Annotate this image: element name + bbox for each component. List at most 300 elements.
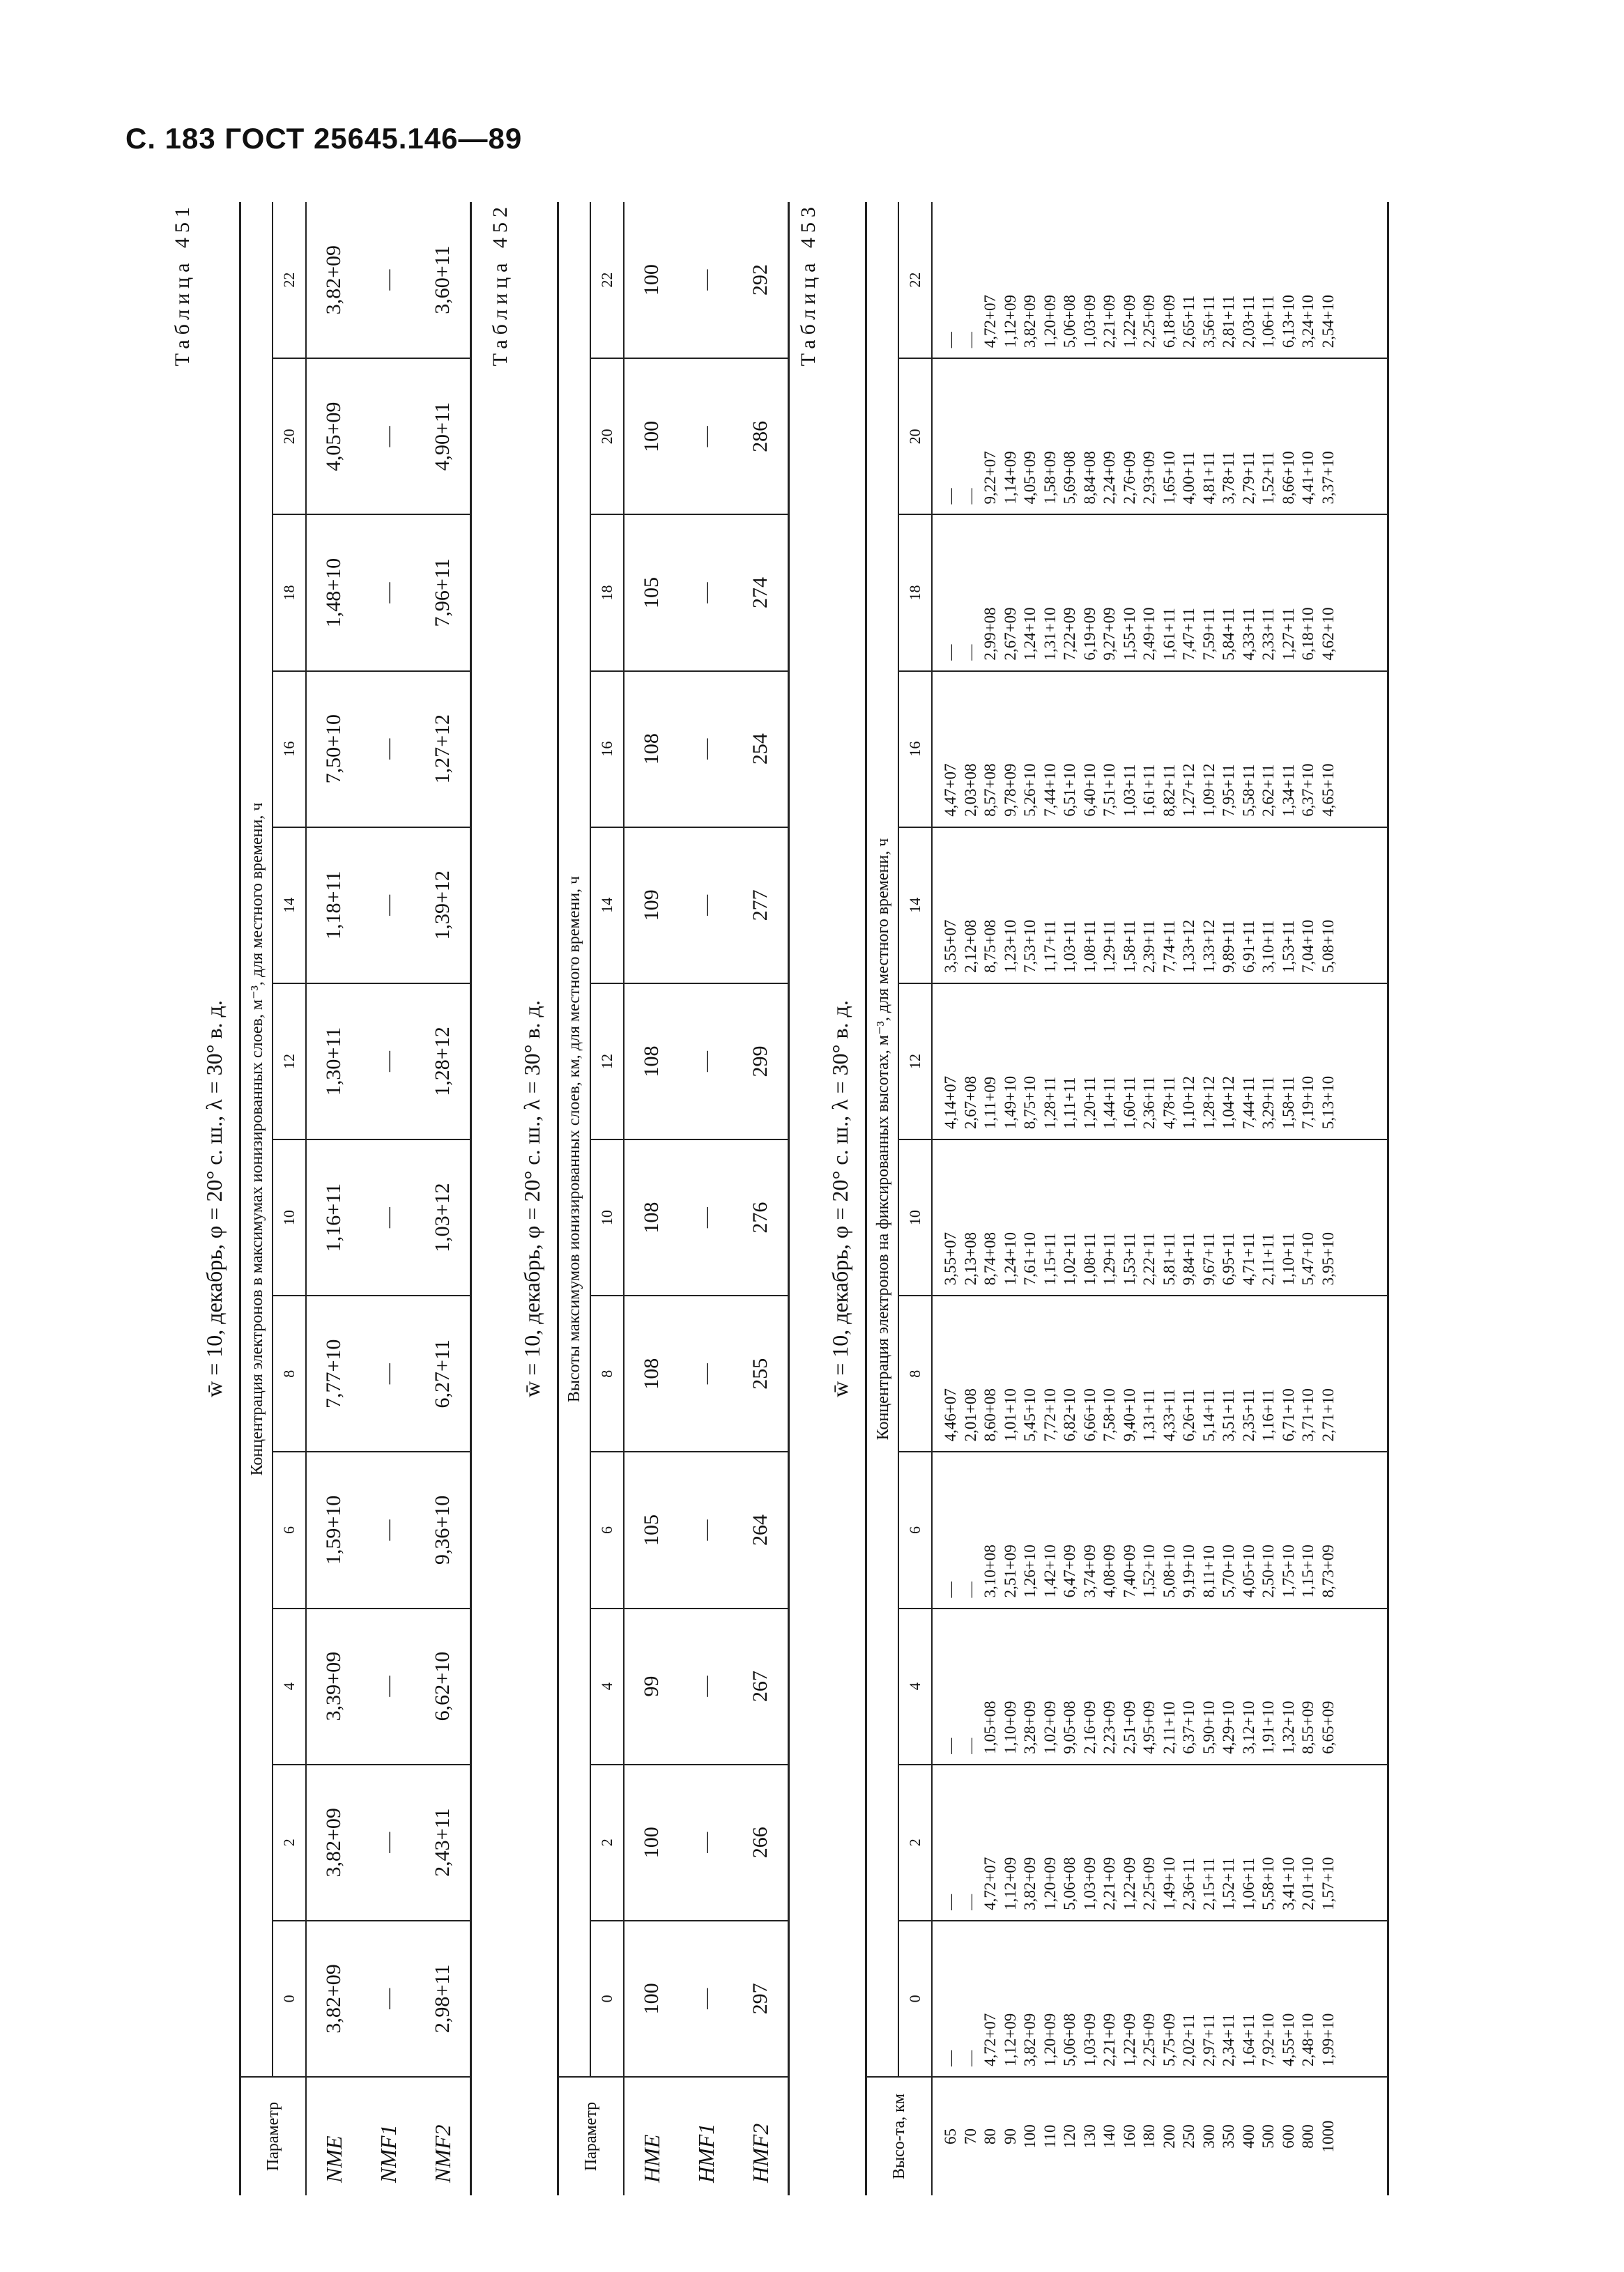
value-cell: 4,33+11 bbox=[1239, 608, 1257, 661]
value-cell: 1,08+11 bbox=[1080, 1232, 1098, 1286]
value-cell: 5,90+10 bbox=[1200, 1701, 1218, 1754]
value-cell: 267 bbox=[733, 1609, 789, 1765]
altitude-value: 90 bbox=[1001, 2128, 1019, 2144]
value-cell: 7,58+10 bbox=[1101, 1388, 1118, 1442]
value-cell: 4,41+10 bbox=[1299, 451, 1317, 505]
value-cell: 4,05+09 bbox=[306, 358, 361, 514]
value-cell: 1,15+11 bbox=[1041, 1232, 1059, 1286]
value-cell: 3,51+11 bbox=[1220, 1389, 1237, 1442]
value-cell: 9,40+10 bbox=[1120, 1388, 1138, 1442]
value-cell: 6,37+10 bbox=[1180, 1701, 1197, 1754]
value-cell: 1,16+11 bbox=[1259, 1389, 1277, 1442]
value-cell: 3,74+09 bbox=[1080, 1544, 1098, 1598]
value-cell: 255 bbox=[733, 1296, 789, 1452]
value-cell: 1,32+10 bbox=[1279, 1701, 1297, 1754]
value-cell: 277 bbox=[733, 827, 789, 983]
value-cell: 9,89+11 bbox=[1220, 920, 1237, 973]
hour-header: 6 bbox=[898, 1452, 932, 1608]
value-cell: 108 bbox=[624, 1296, 679, 1452]
value-cell: 1,15+10 bbox=[1299, 1544, 1317, 1598]
altitude-column bbox=[932, 2077, 1388, 2195]
value-cell: 7,22+09 bbox=[1061, 607, 1078, 661]
value-cell: 4,08+09 bbox=[1101, 1544, 1118, 1598]
value-cell: — bbox=[942, 644, 959, 661]
row-parameter: NMF2 bbox=[415, 2077, 471, 2195]
value-cell: 1,52+11 bbox=[1259, 452, 1277, 505]
value-cell: 1,99+10 bbox=[1319, 2013, 1337, 2066]
value-cell: 9,27+09 bbox=[1101, 607, 1118, 661]
value-cell: 1,12+09 bbox=[1001, 2013, 1019, 2066]
value-cell: — bbox=[679, 827, 733, 983]
value-cell: 2,25+09 bbox=[1140, 2013, 1158, 2066]
hour-header: 2 bbox=[898, 1765, 932, 1921]
value-cell: 1,03+12 bbox=[415, 1139, 471, 1296]
value-cell: — bbox=[961, 332, 979, 348]
value-cell: — bbox=[942, 488, 959, 505]
value-cell: 2,76+09 bbox=[1120, 451, 1138, 505]
table-body bbox=[624, 202, 789, 2195]
value-cell: 3,24+10 bbox=[1299, 295, 1317, 348]
value-cell: 2,79+11 bbox=[1239, 452, 1257, 505]
value-cell: — bbox=[961, 1894, 979, 1910]
value-cell: 1,06+11 bbox=[1259, 295, 1277, 348]
hour-header: 4 bbox=[898, 1609, 932, 1765]
value-cell: 100 bbox=[624, 1765, 679, 1921]
hour-header: 14 bbox=[590, 827, 624, 983]
value-cell: 7,53+10 bbox=[1021, 919, 1039, 973]
value-cell: 108 bbox=[624, 1139, 679, 1296]
value-cell: 1,33+12 bbox=[1180, 919, 1197, 973]
table-453-title: w̄ = 10, декабрь, φ = 20° с. ш., λ = 30° в. д. bbox=[827, 1000, 852, 1397]
value-cell: — bbox=[679, 1296, 733, 1452]
table-caption: Высоты максимумов ионизированных слоев, км, для местного времени, ч bbox=[558, 202, 591, 2077]
value-cell: 6,37+10 bbox=[1299, 763, 1317, 817]
value-cell: 3,82+09 bbox=[306, 1765, 361, 1921]
value-cell: 1,31+10 bbox=[1041, 607, 1059, 661]
value-cell: — bbox=[361, 1609, 415, 1765]
value-cell: 2,36+11 bbox=[1140, 1076, 1158, 1130]
value-cell: — bbox=[679, 514, 733, 670]
value-cell: 2,65+11 bbox=[1180, 295, 1197, 348]
value-cell: 4,55+10 bbox=[1279, 2013, 1297, 2066]
hour-header: 20 bbox=[590, 358, 624, 514]
value-cell: 1,10+12 bbox=[1180, 1075, 1197, 1130]
value-cell: — bbox=[942, 1737, 959, 1754]
table-451-title: w̄ = 10, декабрь, φ = 20° с. ш., λ = 30° в. д. bbox=[201, 1000, 227, 1397]
value-cell: 8,55+09 bbox=[1299, 1701, 1317, 1754]
table-row bbox=[361, 202, 415, 2195]
table-452-label: Таблица 452 bbox=[489, 202, 512, 367]
value-cell: 7,47+11 bbox=[1180, 608, 1197, 661]
hour-header: 0 bbox=[898, 1921, 932, 2077]
value-cell: 6,27+11 bbox=[415, 1296, 471, 1452]
value-cell: 4,46+07 bbox=[942, 1388, 959, 1442]
value-cell: 1,27+12 bbox=[1180, 763, 1197, 817]
hour-column bbox=[932, 671, 1388, 827]
value-cell: 5,06+08 bbox=[1061, 295, 1078, 348]
value-cell: — bbox=[376, 1988, 399, 2009]
value-cell: 9,05+08 bbox=[1061, 1701, 1078, 1754]
value-cell: 5,08+10 bbox=[1160, 1544, 1178, 1598]
value-cell: 8,11+10 bbox=[1200, 1545, 1218, 1598]
value-cell: 7,77+10 bbox=[306, 1296, 361, 1452]
value-cell: 2,24+09 bbox=[1101, 451, 1118, 505]
value-cell: 1,48+10 bbox=[306, 514, 361, 670]
value-cell: 2,01+10 bbox=[1299, 1857, 1317, 1910]
value-cell: — bbox=[679, 1765, 733, 1921]
value-cell: 2,25+09 bbox=[1140, 295, 1158, 348]
table-row bbox=[306, 202, 361, 2195]
value-cell: 7,72+10 bbox=[1041, 1388, 1059, 1442]
value-cell: 3,71+10 bbox=[1299, 1388, 1317, 1442]
value-cell: 1,16+11 bbox=[306, 1139, 361, 1296]
table-453-grid bbox=[865, 202, 1389, 2195]
value-cell: — bbox=[679, 983, 733, 1139]
value-cell: 1,24+10 bbox=[1021, 607, 1039, 661]
value-cell: 1,55+10 bbox=[1120, 607, 1138, 661]
value-cell: 1,31+11 bbox=[1140, 1389, 1158, 1442]
table-body bbox=[932, 202, 1388, 2195]
value-cell: 2,23+09 bbox=[1101, 1701, 1118, 1754]
hour-column bbox=[932, 1921, 1388, 2077]
value-cell: 9,84+11 bbox=[1180, 1232, 1197, 1286]
value-cell: 4,47+07 bbox=[942, 763, 959, 817]
value-cell: 1,42+10 bbox=[1041, 1544, 1059, 1598]
table-caption: Концентрация электронов в максимумах ионизированных слоев, м⁻³, для местного времени, ч bbox=[240, 202, 273, 2077]
value-cell: 2,97+11 bbox=[1200, 2013, 1218, 2066]
value-cell: 3,39+09 bbox=[306, 1609, 361, 1765]
value-cell: 2,15+11 bbox=[1200, 1857, 1218, 1910]
value-cell: — bbox=[361, 1139, 415, 1296]
value-cell: 1,53+11 bbox=[1120, 1232, 1138, 1286]
hour-header: 18 bbox=[590, 514, 624, 670]
value-cell: 2,22+11 bbox=[1140, 1232, 1158, 1286]
altitude-data-row bbox=[932, 202, 1388, 2195]
value-cell: 9,78+09 bbox=[1001, 763, 1019, 817]
value-cell: — bbox=[961, 644, 979, 661]
altitude-value: 250 bbox=[1180, 2124, 1197, 2149]
hour-header: 6 bbox=[273, 1452, 306, 1608]
value-cell: — bbox=[679, 202, 733, 358]
value-cell: 6,91+11 bbox=[1239, 920, 1257, 973]
value-cell: 1,06+11 bbox=[1239, 1857, 1257, 1910]
value-cell: 1,27+11 bbox=[1279, 608, 1297, 661]
value-cell: — bbox=[679, 1452, 733, 1608]
value-cell: — bbox=[961, 2050, 979, 2066]
hour-column bbox=[932, 1765, 1388, 1921]
table-row bbox=[733, 202, 789, 2195]
value-cell: 7,19+10 bbox=[1299, 1075, 1317, 1130]
value-cell: 2,98+11 bbox=[431, 1964, 454, 2034]
table-caption: Концентрация электронов на фиксированных высотах, м⁻³, для местного времени, ч bbox=[866, 202, 899, 2077]
value-cell: 2,03+08 bbox=[961, 763, 979, 817]
value-cell: 1,58+11 bbox=[1120, 920, 1138, 973]
hour-header: 10 bbox=[273, 1139, 306, 1296]
value-cell: 2,54+10 bbox=[1319, 295, 1337, 348]
hour-column bbox=[932, 1296, 1388, 1452]
value-cell: 1,12+09 bbox=[1001, 1857, 1019, 1910]
value-cell: 6,51+10 bbox=[1061, 763, 1078, 817]
hour-column bbox=[932, 1609, 1388, 1765]
value-cell: 3,10+11 bbox=[1259, 920, 1277, 973]
value-cell: 1,04+12 bbox=[1220, 1075, 1237, 1130]
value-cell: 3,78+11 bbox=[1220, 452, 1237, 505]
value-cell: 2,21+09 bbox=[1101, 295, 1118, 348]
value-cell: 3,10+08 bbox=[981, 1544, 999, 1598]
corner-header: Параметр bbox=[240, 2077, 307, 2195]
value-cell: 9,19+10 bbox=[1180, 1544, 1197, 1598]
value-cell: 3,82+09 bbox=[1021, 1857, 1039, 1910]
page-header: С. 183 ГОСТ 25645.146—89 bbox=[125, 122, 523, 155]
value-cell: 1,60+11 bbox=[1120, 1076, 1138, 1130]
value-cell: 6,19+09 bbox=[1080, 607, 1098, 661]
value-cell: 1,02+11 bbox=[1061, 1232, 1078, 1286]
value-cell: 1,03+11 bbox=[1061, 920, 1078, 973]
value-cell: 1,57+10 bbox=[1319, 1857, 1337, 1910]
value-cell: 7,40+09 bbox=[1120, 1544, 1138, 1598]
hour-header: 8 bbox=[273, 1296, 306, 1452]
value-cell: 297 bbox=[749, 1983, 772, 2015]
value-cell: 254 bbox=[733, 671, 789, 827]
value-cell: 5,58+10 bbox=[1259, 1857, 1277, 1910]
value-cell: 1,03+09 bbox=[1080, 2013, 1098, 2066]
value-cell: 7,61+10 bbox=[1021, 1231, 1039, 1286]
value-cell: 8,73+09 bbox=[1319, 1544, 1337, 1598]
value-cell: 5,69+08 bbox=[1061, 451, 1078, 505]
hour-header: 22 bbox=[590, 202, 624, 358]
value-cell: 4,72+07 bbox=[981, 295, 999, 348]
value-cell: 4,90+11 bbox=[415, 358, 471, 514]
row-parameter: HMF1 bbox=[679, 2077, 733, 2195]
value-cell: 1,64+11 bbox=[1239, 2013, 1257, 2066]
hour-header: 16 bbox=[590, 671, 624, 827]
altitude-value: 80 bbox=[981, 2128, 999, 2144]
value-cell: 5,08+10 bbox=[1319, 919, 1337, 973]
value-cell: 100 bbox=[624, 358, 679, 514]
value-cell: 7,59+11 bbox=[1200, 608, 1218, 661]
value-cell: 4,00+11 bbox=[1180, 452, 1197, 505]
hour-column bbox=[932, 983, 1388, 1139]
altitude-value: 800 bbox=[1299, 2124, 1317, 2149]
value-cell: — bbox=[361, 358, 415, 514]
corner-header: Высо-та, км bbox=[866, 2077, 933, 2195]
value-cell: 6,47+09 bbox=[1061, 1544, 1078, 1598]
hour-header: 18 bbox=[898, 514, 932, 670]
value-cell: 1,11+11 bbox=[1061, 1077, 1078, 1130]
value-cell: 2,48+10 bbox=[1299, 2013, 1317, 2066]
value-cell: 1,10+11 bbox=[1279, 1232, 1297, 1286]
value-cell: 5,84+11 bbox=[1220, 608, 1237, 661]
hour-header: 10 bbox=[898, 1139, 932, 1296]
value-cell: 6,62+10 bbox=[415, 1609, 471, 1765]
altitude-value: 110 bbox=[1041, 2124, 1059, 2149]
value-cell: 1,12+09 bbox=[1001, 295, 1019, 348]
value-cell: 1,23+10 bbox=[1001, 919, 1019, 973]
value-cell: — bbox=[679, 1609, 733, 1765]
value-cell: 8,84+08 bbox=[1080, 451, 1098, 505]
value-cell: 1,03+11 bbox=[1120, 764, 1138, 817]
value-cell: 2,03+11 bbox=[1239, 295, 1257, 348]
value-cell: 4,81+11 bbox=[1200, 452, 1218, 505]
value-cell: 3,95+10 bbox=[1319, 1231, 1337, 1286]
value-cell: 108 bbox=[624, 983, 679, 1139]
value-cell: 8,57+08 bbox=[981, 763, 999, 817]
hour-column bbox=[932, 827, 1388, 983]
altitude-value: 65 bbox=[942, 2128, 959, 2144]
value-cell: 1,33+12 bbox=[1200, 919, 1218, 973]
value-cell: 105 bbox=[624, 514, 679, 670]
value-cell: 3,60+11 bbox=[415, 202, 471, 358]
value-cell: 1,44+11 bbox=[1101, 1076, 1118, 1130]
value-cell: 3,28+09 bbox=[1021, 1701, 1039, 1754]
value-cell: 4,05+10 bbox=[1239, 1544, 1257, 1598]
value-cell: 9,67+11 bbox=[1200, 1232, 1218, 1286]
value-cell: 1,28+12 bbox=[415, 983, 471, 1139]
row-parameter: NME bbox=[306, 2077, 361, 2195]
value-cell: 5,47+10 bbox=[1299, 1231, 1317, 1286]
value-cell: — bbox=[361, 202, 415, 358]
value-cell: 4,78+11 bbox=[1160, 1076, 1178, 1130]
value-cell: 7,74+11 bbox=[1160, 920, 1178, 973]
value-cell: 1,58+09 bbox=[1041, 451, 1059, 505]
value-cell: 1,61+11 bbox=[1140, 764, 1158, 817]
hour-header: 12 bbox=[590, 983, 624, 1139]
value-cell: 1,18+11 bbox=[306, 827, 361, 983]
value-cell: 1,29+11 bbox=[1101, 920, 1118, 973]
altitude-value: 100 bbox=[1021, 2124, 1039, 2149]
value-cell: 2,34+11 bbox=[1220, 2013, 1237, 2066]
value-cell: 1,20+09 bbox=[1041, 2013, 1059, 2066]
value-cell: 4,14+07 bbox=[942, 1075, 959, 1130]
table-row bbox=[415, 202, 471, 2195]
altitude-value: 1000 bbox=[1319, 2120, 1337, 2153]
value-cell: 4,95+09 bbox=[1140, 1701, 1158, 1754]
value-cell: 4,05+09 bbox=[1021, 451, 1039, 505]
hour-header: 20 bbox=[273, 358, 306, 514]
hour-header: 0 bbox=[590, 1921, 624, 2077]
value-cell: 2,39+11 bbox=[1140, 920, 1158, 973]
value-cell: 3,82+09 bbox=[1021, 295, 1039, 348]
value-cell: 2,16+09 bbox=[1080, 1701, 1098, 1754]
value-cell: 3,82+09 bbox=[322, 1964, 345, 2034]
value-cell: 9,22+07 bbox=[981, 451, 999, 505]
value-cell: 8,60+08 bbox=[981, 1388, 999, 1442]
value-cell: 8,75+08 bbox=[981, 919, 999, 973]
value-cell: 1,01+10 bbox=[1001, 1388, 1019, 1442]
hour-header: 18 bbox=[273, 514, 306, 670]
altitude-value: 130 bbox=[1080, 2124, 1098, 2149]
value-cell: — bbox=[679, 358, 733, 514]
value-cell: — bbox=[361, 514, 415, 670]
value-cell: 4,33+11 bbox=[1160, 1389, 1178, 1442]
value-cell: 274 bbox=[733, 514, 789, 670]
value-cell: 7,92+10 bbox=[1259, 2013, 1277, 2066]
value-cell: 2,62+11 bbox=[1259, 764, 1277, 817]
value-cell: 5,75+09 bbox=[1160, 2013, 1178, 2066]
value-cell: 286 bbox=[733, 358, 789, 514]
value-cell: 1,09+12 bbox=[1200, 763, 1218, 817]
value-cell: 109 bbox=[624, 827, 679, 983]
value-cell: 276 bbox=[733, 1139, 789, 1296]
hour-column bbox=[932, 1452, 1388, 1608]
hours-row bbox=[898, 202, 932, 2195]
value-cell: 7,44+10 bbox=[1041, 763, 1059, 817]
value-cell: 2,43+11 bbox=[415, 1765, 471, 1921]
value-cell: 4,72+07 bbox=[981, 1857, 999, 1910]
value-cell: 1,53+11 bbox=[1279, 920, 1297, 973]
value-cell: 100 bbox=[640, 1983, 663, 2015]
value-cell: 1,10+09 bbox=[1001, 1701, 1019, 1754]
value-cell: 2,11+10 bbox=[1160, 1701, 1178, 1754]
value-cell: 1,11+09 bbox=[981, 1076, 999, 1130]
value-cell: 5,70+10 bbox=[1220, 1544, 1237, 1598]
value-cell: 1,28+11 bbox=[1041, 1076, 1059, 1130]
value-cell: 100 bbox=[624, 202, 679, 358]
altitude-value: 400 bbox=[1239, 2124, 1257, 2149]
value-cell: 4,72+07 bbox=[981, 2013, 999, 2066]
value-cell: 299 bbox=[733, 983, 789, 1139]
altitude-value: 600 bbox=[1279, 2124, 1297, 2149]
value-cell: 3,56+11 bbox=[1200, 295, 1218, 348]
value-cell: 2,02+11 bbox=[1180, 2013, 1197, 2066]
value-cell: — bbox=[961, 1581, 979, 1598]
value-cell: 2,35+11 bbox=[1239, 1389, 1257, 1442]
value-cell: 1,26+10 bbox=[1021, 1544, 1039, 1598]
value-cell: 1,20+09 bbox=[1041, 295, 1059, 348]
hours-row bbox=[590, 202, 624, 2195]
table-row bbox=[679, 202, 733, 2195]
value-cell: 1,59+10 bbox=[306, 1452, 361, 1608]
value-cell: 3,29+11 bbox=[1259, 1076, 1277, 1130]
value-cell: — bbox=[361, 1296, 415, 1452]
hour-header: 12 bbox=[273, 983, 306, 1139]
value-cell: 1,75+10 bbox=[1279, 1544, 1297, 1598]
value-cell: 6,66+10 bbox=[1080, 1388, 1098, 1442]
hour-column bbox=[932, 514, 1388, 670]
value-cell: 1,30+11 bbox=[306, 983, 361, 1139]
value-cell: 3,55+07 bbox=[942, 1231, 959, 1286]
value-cell: 1,27+12 bbox=[415, 671, 471, 827]
hour-column bbox=[932, 358, 1388, 514]
table-452-grid bbox=[557, 202, 790, 2195]
value-cell: 3,82+09 bbox=[1021, 2013, 1039, 2066]
hour-header: 12 bbox=[898, 983, 932, 1139]
rotated-tables bbox=[171, 202, 1600, 2195]
hour-header: 22 bbox=[898, 202, 932, 358]
value-cell: 2,93+09 bbox=[1140, 451, 1158, 505]
value-cell: 2,99+08 bbox=[981, 607, 999, 661]
value-cell: 1,28+12 bbox=[1200, 1075, 1218, 1130]
hour-column bbox=[932, 1139, 1388, 1296]
value-cell: 8,66+10 bbox=[1279, 451, 1297, 505]
value-cell: 2,67+09 bbox=[1001, 607, 1019, 661]
hour-header: 4 bbox=[590, 1609, 624, 1765]
value-cell: 2,67+08 bbox=[961, 1075, 979, 1130]
hour-header: 16 bbox=[898, 671, 932, 827]
hour-header: 14 bbox=[898, 827, 932, 983]
hour-header: 2 bbox=[590, 1765, 624, 1921]
hour-header: 8 bbox=[898, 1296, 932, 1452]
hour-header: 8 bbox=[590, 1296, 624, 1452]
value-cell: 99 bbox=[624, 1609, 679, 1765]
value-cell: 9,36+10 bbox=[415, 1452, 471, 1608]
value-cell: 5,45+10 bbox=[1021, 1388, 1039, 1442]
table-451-grid bbox=[239, 202, 472, 2195]
value-cell: 5,06+08 bbox=[1061, 2013, 1078, 2066]
value-cell: 1,14+09 bbox=[1001, 451, 1019, 505]
value-cell: 6,71+10 bbox=[1279, 1388, 1297, 1442]
value-cell: — bbox=[361, 1452, 415, 1608]
